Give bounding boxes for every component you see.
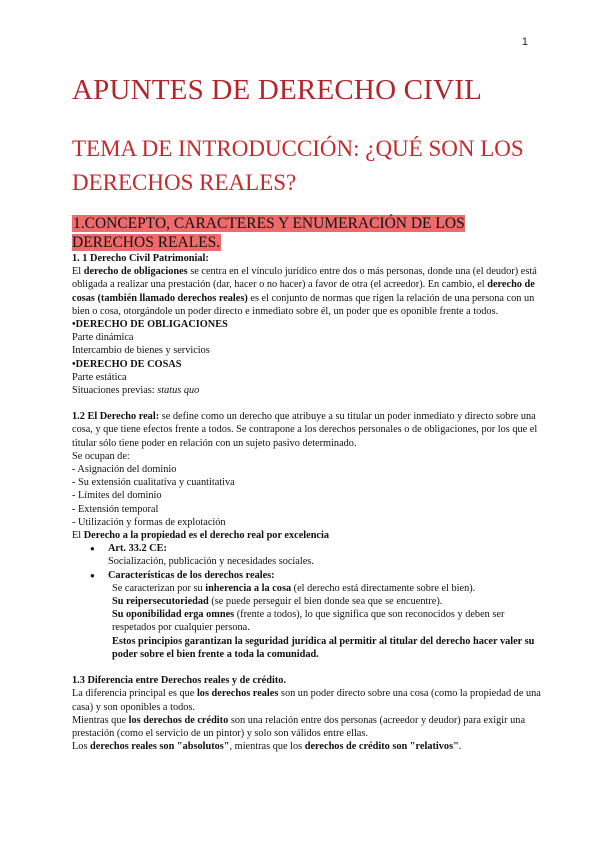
ocupan-label: Se ocupan de:	[72, 450, 130, 462]
bullet-art-33: ● Art. 33.2 CE:	[72, 542, 542, 555]
caracteristica-oponibilidad: Su oponibilidad erga omnes (frente a todos), lo que significa que son reconocidos y deben ser respetados por cualquier persona.	[112, 609, 505, 634]
cosas-line: Situaciones previas: status quo	[72, 385, 200, 397]
obligaciones-line: Parte dinámica	[72, 332, 134, 344]
paragraph-credito: Mientras que los derechos de crédito son una relación entre dos personas (acreedor y deudor) para exigir una prestación (como el servicio de un pintor) y solo son válidos entre ellas.	[72, 714, 526, 739]
bullet-caracteristicas: ● Características de los derechos reales:	[72, 569, 542, 582]
obligaciones-line: Intercambio de bienes y servicios	[72, 345, 210, 357]
obligaciones-heading: •DERECHO DE OBLIGACIONES	[72, 319, 228, 331]
topic-title: TEMA DE INTRODUCCIÓN: ¿QUÉ SON LOS DERECHOS REALES?	[72, 136, 524, 195]
subsection-heading-1-3: 1.3 Diferencia entre Derechos reales y de crédito.	[72, 675, 286, 687]
paragraph-derecho-patrimonial: El derecho de obligaciones se centra en el vínculo jurídico entre dos o más personas, donde una (el deudor) está obligada a realizar una prestación (dar, hacer o no hacer) a favor de otra (el acreedor). En cambio, el derecho de cosas (también llamado derechos reales) es el conjunto de normas que rigen la relación de una persona con un bien o cosa, otorgándole un poder directo e inmediato sobre él, un poder que es oponible frente a todos.	[72, 266, 537, 317]
list-item: - Su extensión cualitativa y cuantitativa	[72, 477, 235, 489]
cosas-heading: •DERECHO DE COSAS	[72, 358, 182, 370]
document-body	[72, 252, 542, 753]
caracteristica-reipersecutoriedad: Su reipersecutoriedad (se puede perseguir el bien donde sea que se encuentre).	[112, 596, 443, 608]
bullet-list	[72, 569, 542, 582]
list-item: - Límites del dominio	[72, 490, 162, 502]
list-item: - Utilización y formas de explotación	[72, 516, 226, 528]
paragraph-derecho-real: 1.2 El Derecho real: se define como un derecho que atribuye a su titular un poder inmediato y directo sobre una cosa, y que tiene efectos frente a todos. Se contrapone a los derechos personales o de obligaciones, por los que el titular sólo tiene poder en relación con un sujeto pasivo determinado.	[72, 411, 538, 449]
paragraph-diferencia: La diferencia principal es que los derechos reales son un poder directo sobre una cosa (como la propiedad de una casa) y son oponibles a todos.	[72, 688, 541, 713]
principios-garantia: Estos principios garantizan la seguridad jurídica al permitir al titular del derecho hacer valer su poder sobre el bien frente a toda la comunidad.	[112, 635, 535, 660]
bullet-list	[72, 542, 542, 555]
section-heading-text: 1.CONCEPTO, CARACTERES Y ENUMERACIÓN DE LOS DERECHOS REALES.	[72, 215, 465, 251]
list-item: - Asignación del dominio	[72, 464, 177, 476]
section-heading	[72, 214, 492, 252]
page-number: 1	[521, 36, 528, 48]
caracteristica-inherencia: Se caracterizan por su inherencia a la cosa (el derecho está directamente sobre el bien).	[112, 582, 476, 594]
art-33-text: Socialización, publicación y necesidades sociales.	[108, 556, 314, 568]
paragraph-absolutos-relativos: Los derechos reales son "absolutos", mientras que los derechos de crédito son "relativos".	[72, 741, 462, 753]
cosas-line: Parte estática	[72, 371, 127, 383]
subsection-heading-1-1: 1. 1 Derecho Civil Patrimonial:	[72, 253, 209, 264]
list-item: - Extensión temporal	[72, 503, 159, 515]
document-title: APUNTES DE DERECHO CIVIL	[72, 74, 482, 106]
propiedad-line: El Derecho a la propiedad es el derecho real por excelencia	[72, 530, 330, 542]
